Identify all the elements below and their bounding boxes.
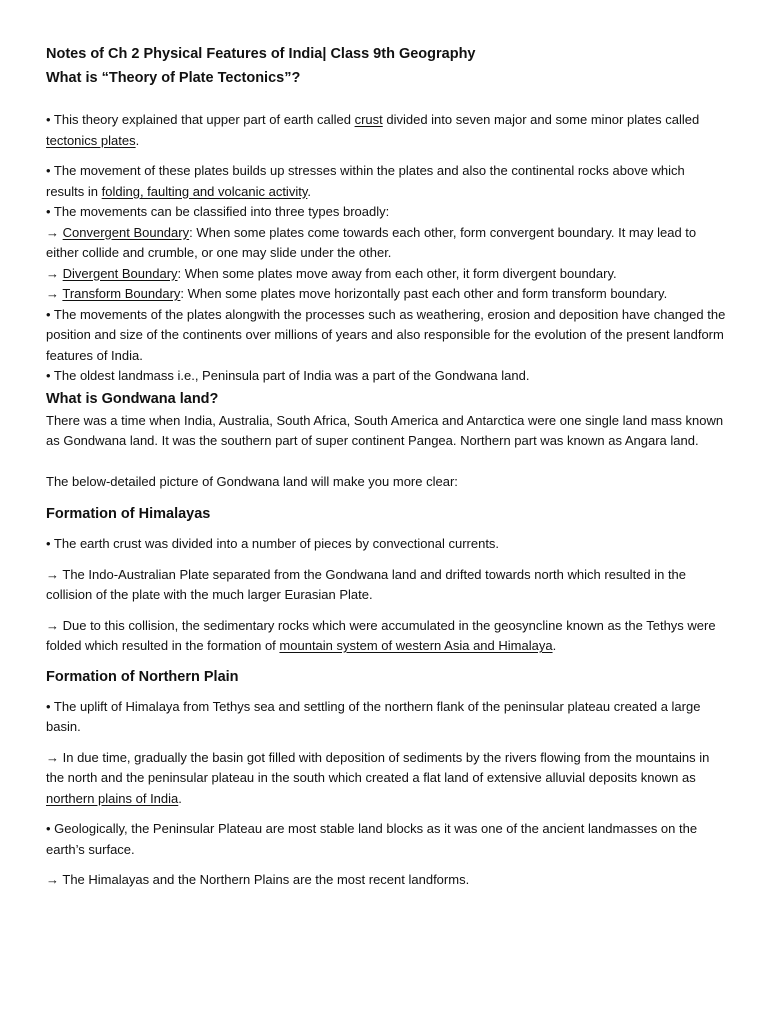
paragraph-indo-australian: → The Indo-Australian Plate separated from the Gondwana land and drifted towards north which resulted in the collision of the plate with the much larger Eurasian Plate. — [46, 566, 687, 602]
paragraph-crust-divided: • The earth crust was divided into a number of pieces by convectional currents. — [46, 536, 500, 551]
section-heading-plate-tectonics: What is “Theory of Plate Tectonics”? — [46, 70, 301, 86]
section-heading-himalayas: Formation of Himalayas — [46, 506, 211, 522]
paragraph-crust: • This theory explained that upper part of earth called crust divided into seven major and some minor plates called tectonics plates. — [46, 112, 700, 148]
paragraph-uplift: • The uplift of Himalaya from Tethys sea and settling of the northern flank of the peninsular plateau created a large basin. — [46, 698, 701, 734]
paragraph-gondwana: There was a time when India, Australia, South Africa, South America and Antarctica were one single land mass known as Gondwana land. It was the southern part of super continent Pangea. Northern part was known as Angara land. — [46, 412, 724, 448]
paragraph-types: • The movements can be classified into three types broadly: — [46, 204, 390, 219]
document-body — [46, 42, 726, 891]
tectonic-plates-underlined: tectonics plates — [46, 132, 136, 148]
paragraph-divergent: → Divergent Boundary: When some plates move away from each other, it form divergent boundary. — [46, 265, 617, 281]
paragraph-movements: • The movements of the plates alongwith the processes such as weathering, erosion and deposition have changed the position and size of the continents over millions of years and also responsible for the evolution of the present landform features of India. — [46, 306, 726, 363]
mountain-system-underlined: mountain system of western Asia and Himalaya — [279, 638, 553, 653]
paragraph-deposition: → In due time, gradually the basin got filled with deposition of sediments by the rivers flowing from the mountains in the north and the peninsular plateau in the south which created a flat land of extensive alluvial deposits known as northern plains of India. — [46, 749, 710, 806]
paragraph-transform: → Transform Boundary: When some plates move horizontally past each other and form transform boundary. — [46, 286, 668, 301]
paragraph-convergent: → Convergent Boundary: When some plates come towards each other, form convergent boundary. It may lead to either collide and crumble, or one may slide under the other. — [46, 224, 697, 260]
crust-underlined: crust — [354, 112, 383, 127]
paragraph-collision: → Due to this collision, the sedimentary rocks which were accumulated in the geosyncline known as the Tethys were folded which resulted in the formation of mountain system of western Asia and Himalaya. — [46, 617, 716, 653]
section-heading-gondwana: What is Gondwana land? — [46, 390, 219, 407]
paragraph-stresses: • The movement of these plates builds up stresses within the plates and also the continental rocks above which results in folding, faulting and volcanic activity. — [46, 163, 685, 199]
section-heading-northern-plain: Formation of Northern Plain — [46, 668, 239, 685]
folding-faulting-underlined: folding, faulting and volcanic activity — [101, 183, 308, 199]
paragraph-gondwana-picture: The below-detailed picture of Gondwana land will make you more clear: — [46, 473, 458, 489]
page-title: Notes of Ch 2 Physical Features of India| Class 9th Geography — [46, 46, 476, 62]
transform-boundary-underlined: Transform Boundary — [62, 286, 181, 301]
divergent-boundary-underlined: Divergent Boundary — [62, 265, 178, 281]
paragraph-recent-landforms: → The Himalayas and the Northern Plains are the most recent landforms. — [46, 872, 470, 887]
paragraph-oldest-landmass: • The oldest landmass i.e., Peninsula part of India was a part of the Gondwana land. — [46, 368, 530, 383]
northern-plains-underlined: northern plains of India — [46, 790, 179, 806]
paragraph-geology: • Geologically, the Peninsular Plateau are most stable land blocks as it was one of the ancient landmasses on the earth’s surface. — [46, 821, 698, 857]
convergent-boundary-underlined: Convergent Boundary — [62, 224, 190, 240]
